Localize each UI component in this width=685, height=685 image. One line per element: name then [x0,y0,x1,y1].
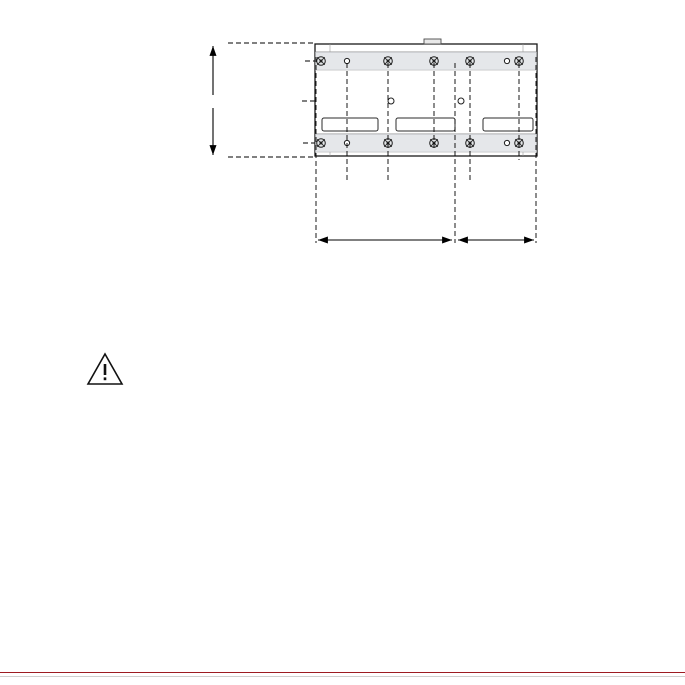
vent-slots [322,118,533,131]
caution-warning-symbol [85,350,125,390]
warning-triangle-icon [85,350,125,390]
screw-small [388,98,394,104]
footer-secondary-rule [0,676,685,677]
screw-small [504,58,509,63]
vent-slot-center [396,118,455,131]
screw-small [504,140,509,145]
vent-slot-right [483,118,533,131]
screw-phillips [317,139,326,148]
screw-small [344,58,349,63]
top-center-tab [424,39,441,44]
screw-small [458,98,464,104]
vent-slot-left [322,118,378,131]
screw-phillips [317,57,326,66]
footer-accent-rule [0,672,685,673]
